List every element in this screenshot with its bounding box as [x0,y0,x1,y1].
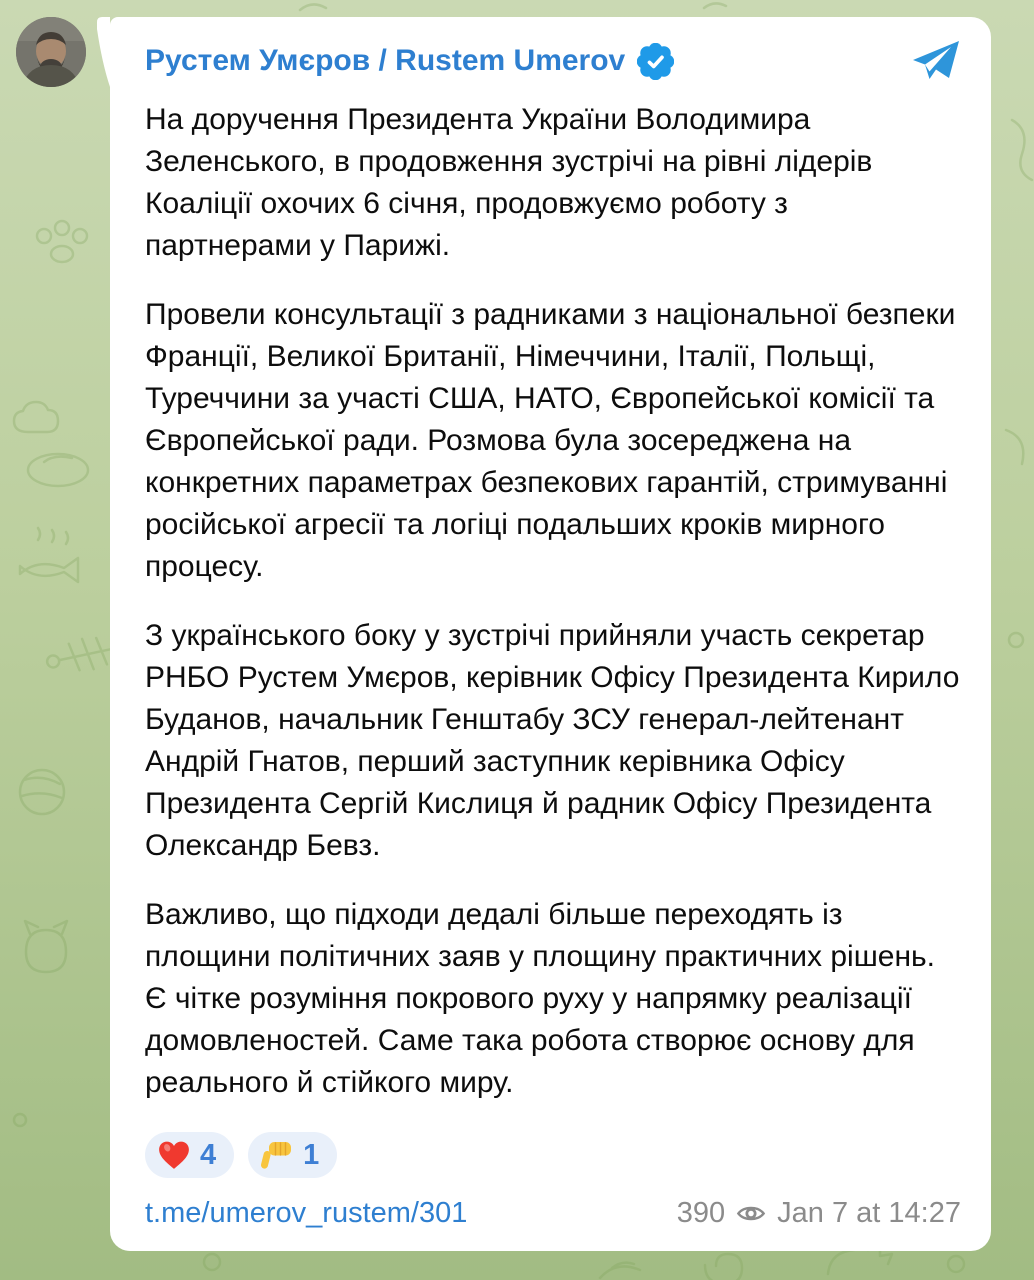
red-heart-icon [157,1138,191,1172]
reaction-thumbs-down-count: 1 [303,1138,320,1171]
channel-name[interactable]: Рустем Умєров / Rustem Umerov [145,44,626,77]
thumbs-down-icon [260,1138,294,1172]
paragraph-3: З українського боку у зустрічі прийняли участь секретар РНБО Рустем Умєров, керівник Офісу Президента Кирило Буданов, начальник Генштабу ЗСУ генерал-лейтенант Андрій Гнатов, перший заступник керівника Офісу Президента Сергій Кислиця й радник Офісу Президента Олександр Бевз. [145,619,960,862]
timestamp: Jan 7 at 14:27 [777,1197,961,1229]
post-meta [677,1195,961,1231]
message-bubble [110,17,991,1251]
profile-photo-placeholder [16,17,86,87]
reaction-thumbs-down-button[interactable] [248,1132,337,1178]
verified-badge-icon [637,43,674,80]
bubble-tail [97,17,110,89]
message-text [145,99,961,1104]
views-eye-icon [736,1203,766,1224]
views-count: 390 [676,1197,726,1229]
message-footer [145,1195,961,1231]
reaction-heart-count: 4 [200,1138,217,1171]
message-header [145,39,961,83]
post-link[interactable]: t.me/umerov_rustem/301 [145,1197,468,1229]
reaction-heart-button[interactable] [145,1132,234,1178]
paragraph-2: Провели консультації з радниками з національної безпеки Франції, Великої Британії, Німеччини, Італії, Польщі, Туреччини за участі США, НАТО, Європейської комісії та Європейської ради. Розмова була зосереджена на конкретних параметрах безпекових гарантій, стримуванні російської агресії та логіці подальших кроків мирного процесу. [145,298,956,583]
paragraph-4: Важливо, що підходи дедалі більше переходять із площини політичних заяв у площину практичних рішень. Є чітке розуміння покрового руху у напрямку реалізації домовленостей. Саме така робота створює основу для реального й стійкого миру. [145,898,936,1099]
paragraph-1: На доручення Президента України Володимира Зеленського, в продовження зустрічі на рівні лідерів Коаліції охочих 6 січня, продовжуємо роботу з партнерами у Парижі. [145,103,873,262]
avatar[interactable] [16,17,86,87]
telegram-logo-icon[interactable] [911,39,961,83]
reactions-row [145,1132,961,1178]
